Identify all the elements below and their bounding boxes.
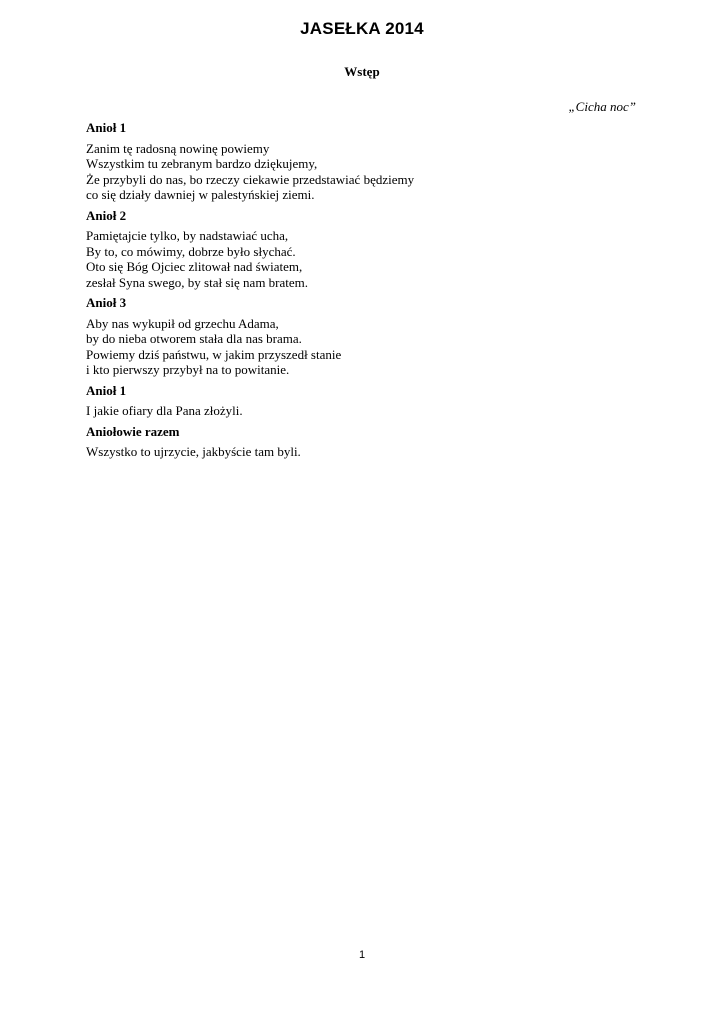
dialogue-line: Że przybyli do nas, bo rzeczy ciekawie przedstawiać będziemy [86, 171, 415, 187]
dialogue-line: zesłał Syna swego, by stał się nam bratem. [86, 274, 309, 290]
dialogue-block [86, 295, 646, 378]
dialogue-line: Zanim tę radosną nowinę powiemy [86, 140, 270, 156]
dialogue-line: Wszystko to ujrzycie, jakbyście tam byli. [86, 444, 301, 459]
dialogue-block [86, 424, 646, 460]
script-body [86, 120, 646, 465]
speaker-name: Anioł 1 [86, 120, 127, 135]
dialogue-line: Powiemy dziś państwu, w jakim przyszedł stanie [86, 346, 342, 362]
speaker-name: Anioł 1 [86, 382, 127, 398]
speaker-name: Aniołowie razem [86, 423, 180, 439]
dialogue-line: Aby nas wykupił od grzechu Adama, [86, 315, 279, 331]
dialogue-line: by do nieba otworem stała dla nas brama. [86, 331, 302, 346]
song-title: „Cicha noc” [568, 99, 636, 114]
page-number: 1 [358, 949, 366, 961]
section-title: Wstęp [344, 64, 380, 79]
document-title: JASEŁKA 2014 [300, 19, 424, 38]
speaker-name: Anioł 3 [86, 295, 127, 310]
dialogue-block [86, 383, 646, 419]
dialogue-line: i kto pierwszy przybył na to powitanie. [86, 362, 290, 377]
dialogue-line: Pamiętajcie tylko, by nadstawiać ucha, [86, 228, 289, 243]
speaker-name: Anioł 2 [86, 207, 127, 223]
dialogue-line: By to, co mówimy, dobrze było słychać. [86, 243, 296, 259]
dialogue-block [86, 208, 646, 291]
dialogue-line: Wszystkim tu zebranym bardzo dziękujemy, [86, 156, 318, 171]
dialogue-line: I jakie ofiary dla Pana złożyli. [86, 403, 243, 418]
dialogue-line: Oto się Bóg Ojciec zlitował nad światem, [86, 259, 303, 274]
dialogue-block [86, 120, 646, 203]
dialogue-line: co się działy dawniej w palestyńskiej ziemi. [86, 187, 315, 202]
